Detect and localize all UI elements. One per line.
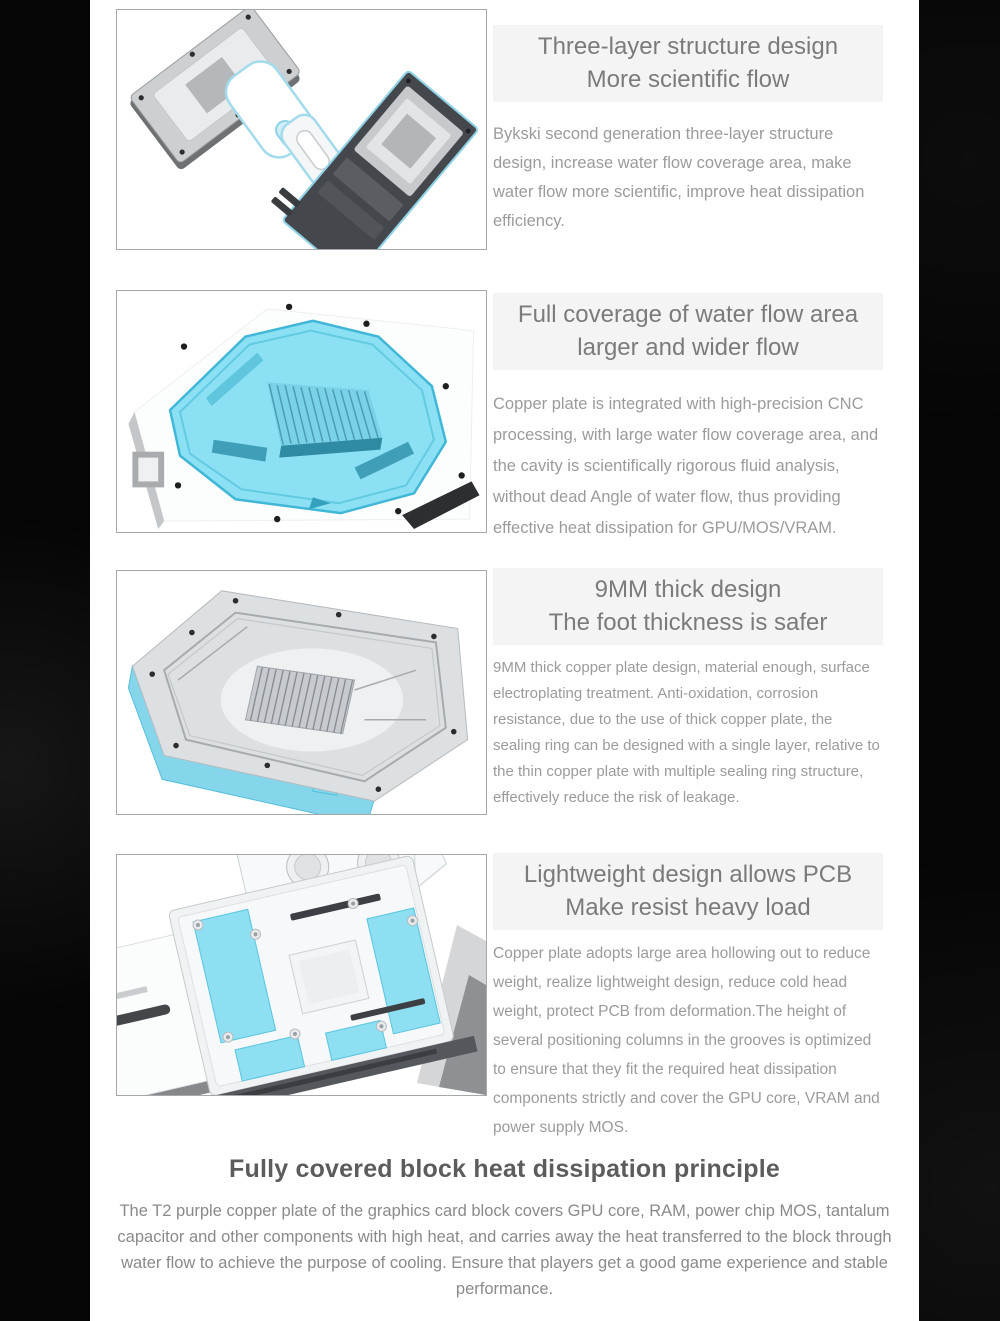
- section-body-three-layer: Bykski second generation three-layer structure design, increase water flow coverage area, make water flow more scientific, improve heat dissipation efficiency.: [493, 125, 865, 230]
- title-line-1: 9MM thick design: [594, 576, 782, 603]
- water-channel-illustration: [117, 291, 486, 532]
- copper-plate-illustration: [117, 571, 486, 814]
- title-line-2: Make resist heavy load: [565, 894, 811, 921]
- section-title-9mm-thick: [493, 568, 883, 645]
- lightweight-block-illustration: [117, 855, 486, 1095]
- section-title-lightweight: [493, 853, 883, 930]
- image-frame-water-flow: [116, 290, 487, 533]
- title-line-2: More scientific flow: [586, 66, 790, 93]
- principle-section: [113, 1152, 896, 1302]
- title-line-1: Three-layer structure design: [537, 33, 839, 60]
- section-body-lightweight: Copper plate adopts large area hollowing out to reduce weight, realize lightweight design, reduce cold head weight, protect PCB from deformation.The height of several positioning columns in the grooves is optimized to ensure that they fit the required heat dissipation components strictly and cover the GPU core, VRAM and power supply MOS.: [493, 945, 880, 1136]
- section-title-three-layer: [493, 25, 883, 102]
- title-line-2: The foot thickness is safer: [548, 609, 828, 636]
- exploded-view-illustration: [117, 10, 486, 249]
- section-body-9mm-thick: 9MM thick copper plate design, material enough, surface electroplating treatment. Anti-oxidation, corrosion resistance, due to the use of thick copper plate, the sealing ring can be designed with a single layer, relative to the thin copper plate with multiple sealing ring structure, effectively reduce the risk of leakage.: [493, 659, 880, 806]
- principle-heading: Fully covered block heat dissipation principle: [229, 1155, 780, 1183]
- title-line-1: Full coverage of water flow area: [517, 301, 859, 328]
- image-frame-three-layer: [116, 9, 487, 250]
- image-frame-9mm-thick: [116, 570, 487, 815]
- image-frame-lightweight: [116, 854, 487, 1096]
- section-title-water-flow: [493, 293, 883, 370]
- section-body-water-flow: Copper plate is integrated with high-precision CNC processing, with large water flow coverage area, and the cavity is scientifically rigorous fluid analysis, without dead Angle of water flow, thus providing effective heat dissipation for GPU/MOS/VRAM.: [493, 395, 879, 537]
- title-line-2: larger and wider flow: [577, 334, 799, 361]
- content-panel: [90, 0, 919, 1321]
- principle-body: The T2 purple copper plate of the graphics card block covers GPU core, RAM, power chip MOS, tantalum capacitor and other components with high heat, and carries away the heat transferred to the block through water flow to achieve the purpose of cooling. Ensure that players get a good game experience and stable performance.: [117, 1202, 892, 1298]
- title-line-1: Lightweight design allows PCB: [523, 861, 853, 888]
